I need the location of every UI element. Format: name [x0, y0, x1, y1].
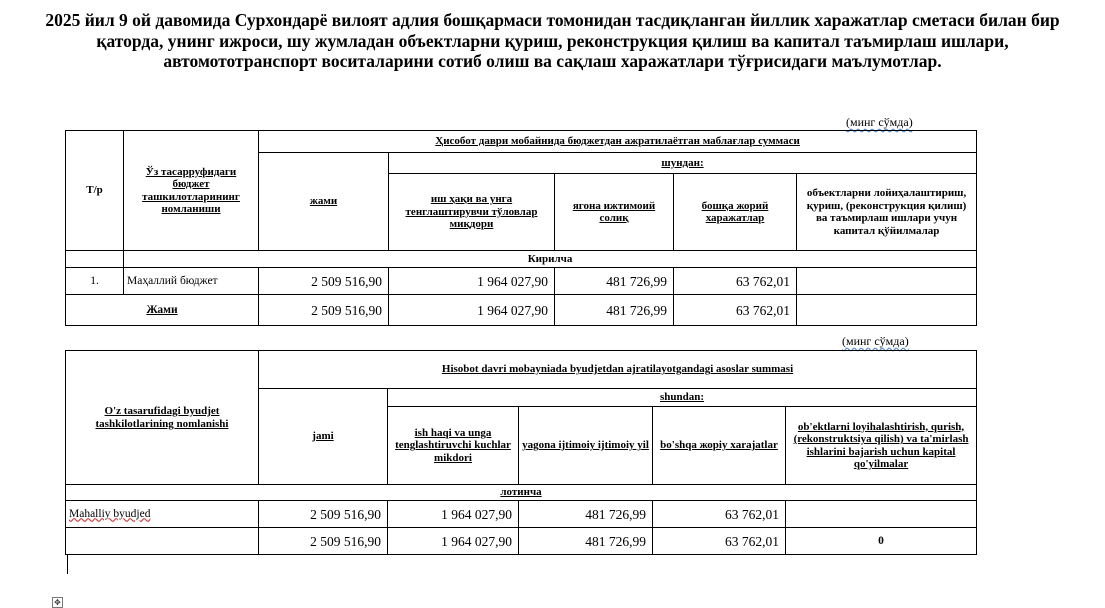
- text-cursor: [67, 555, 68, 574]
- sum-other: 63 762,01: [674, 295, 797, 326]
- header-total: жами: [259, 153, 389, 251]
- latin-header-of-which: shundan:: [388, 389, 977, 407]
- latin-header-other: bo'shqa жорiy xarajatlar: [653, 407, 786, 485]
- latin-header-total: jami: [259, 389, 388, 485]
- cyrillic-table: [65, 130, 977, 326]
- latin-header-budget-sum: Hisobot davri mobayniada byudjetdan ajratilayotgandagi asoslar summasi: [259, 351, 977, 389]
- header-org: Ўз тасарруфидаги бюджет ташкилотларининг номланиши: [124, 131, 259, 251]
- latin-sum-row: [66, 528, 977, 555]
- latin-sum-social: 481 726,99: [519, 528, 653, 555]
- unit-label-cyrillic: (минг сўмда): [846, 115, 913, 129]
- sum-row: [66, 295, 977, 326]
- sum-capital: [797, 295, 977, 326]
- row-total: 2 509 516,90: [259, 268, 389, 295]
- row-number: 1.: [66, 268, 124, 295]
- header-budget-sum: Ҳисобот даври мобайнида бюджетдан ажратилаётган маблағлар суммаси: [259, 131, 977, 153]
- table-move-handle-icon[interactable]: ✥: [52, 597, 63, 608]
- table-row: [66, 501, 977, 528]
- sum-social: 481 726,99: [555, 295, 674, 326]
- latin-sum-wages: 1 964 027,90: [388, 528, 519, 555]
- latin-table: [65, 350, 977, 555]
- header-wages: иш ҳақи ва унга тенглаштирувчи тўловлар миқдори: [389, 174, 555, 251]
- section-empty-cell: [66, 251, 124, 268]
- latin-sum-label: [66, 528, 259, 555]
- latin-row-capital: [786, 501, 977, 528]
- row-social: 481 726,99: [555, 268, 674, 295]
- latin-row-total: 2 509 516,90: [259, 501, 388, 528]
- latin-header-org: O'z tasarufidagi byudjet tashkilotlarining nomlanishi: [66, 351, 259, 485]
- sum-label: Жами: [66, 295, 259, 326]
- latin-sum-total: 2 509 516,90: [259, 528, 388, 555]
- latin-row-social: 481 726,99: [519, 501, 653, 528]
- latin-sum-other: 63 762,01: [653, 528, 786, 555]
- section-label: Кирилча: [124, 251, 977, 268]
- sum-wages: 1 964 027,90: [389, 295, 555, 326]
- row-name: Маҳаллий бюджет: [124, 268, 259, 295]
- header-other: бошқа жорий харажатлар: [674, 174, 797, 251]
- sum-total: 2 509 516,90: [259, 295, 389, 326]
- header-capital: объектларни лойиҳалаштириш, қуриш, (реконструкция қилиш) ва таъмирлаш ишлари учун капитал қўйилмалар: [797, 174, 977, 251]
- table-row: [66, 268, 977, 295]
- unit-label-latin: (минг сўмда): [842, 334, 909, 348]
- row-wages: 1 964 027,90: [389, 268, 555, 295]
- latin-row-name: Mahalliy byudjed: [66, 501, 259, 528]
- latin-row-wages: 1 964 027,90: [388, 501, 519, 528]
- header-tr: Т/р: [66, 131, 124, 251]
- latin-header-social-tax: yagona ijtimoiy ijtimoiy yil: [519, 407, 653, 485]
- latin-row-other: 63 762,01: [653, 501, 786, 528]
- latin-header-wages: ish haqi va unga tenglashtiruvchi kuchlar mikdori: [388, 407, 519, 485]
- header-of-which: шундан:: [389, 153, 977, 174]
- latin-section-label: лотинча: [66, 485, 977, 501]
- latin-header-capital: ob'ektlarni loyihalashtirish, qurish, (rekonstruktsiya qilish) va ta'mirlash ishlarini bajarish uchun kapital qo'yilmalar: [786, 407, 977, 485]
- row-other: 63 762,01: [674, 268, 797, 295]
- row-capital: [797, 268, 977, 295]
- header-social-tax: ягона ижтимоий солиқ: [555, 174, 674, 251]
- document-title: 2025 йил 9 ой давомида Сурхондарё вилоят адлия бошқармаси томонидан тасдиқланган йиллик харажатлар сметаси билан бир қаторда, унинг ижроси, шу жумладан объектларни қуриш, реконструкция қилиш ва капитал таъмирлаш ишлари, автомототранспорт воситаларини сотиб олиш ва сақлаш харажатлари тўғрисидаги маълумотлар.: [45, 10, 1060, 71]
- latin-sum-capital: 0: [786, 528, 977, 555]
